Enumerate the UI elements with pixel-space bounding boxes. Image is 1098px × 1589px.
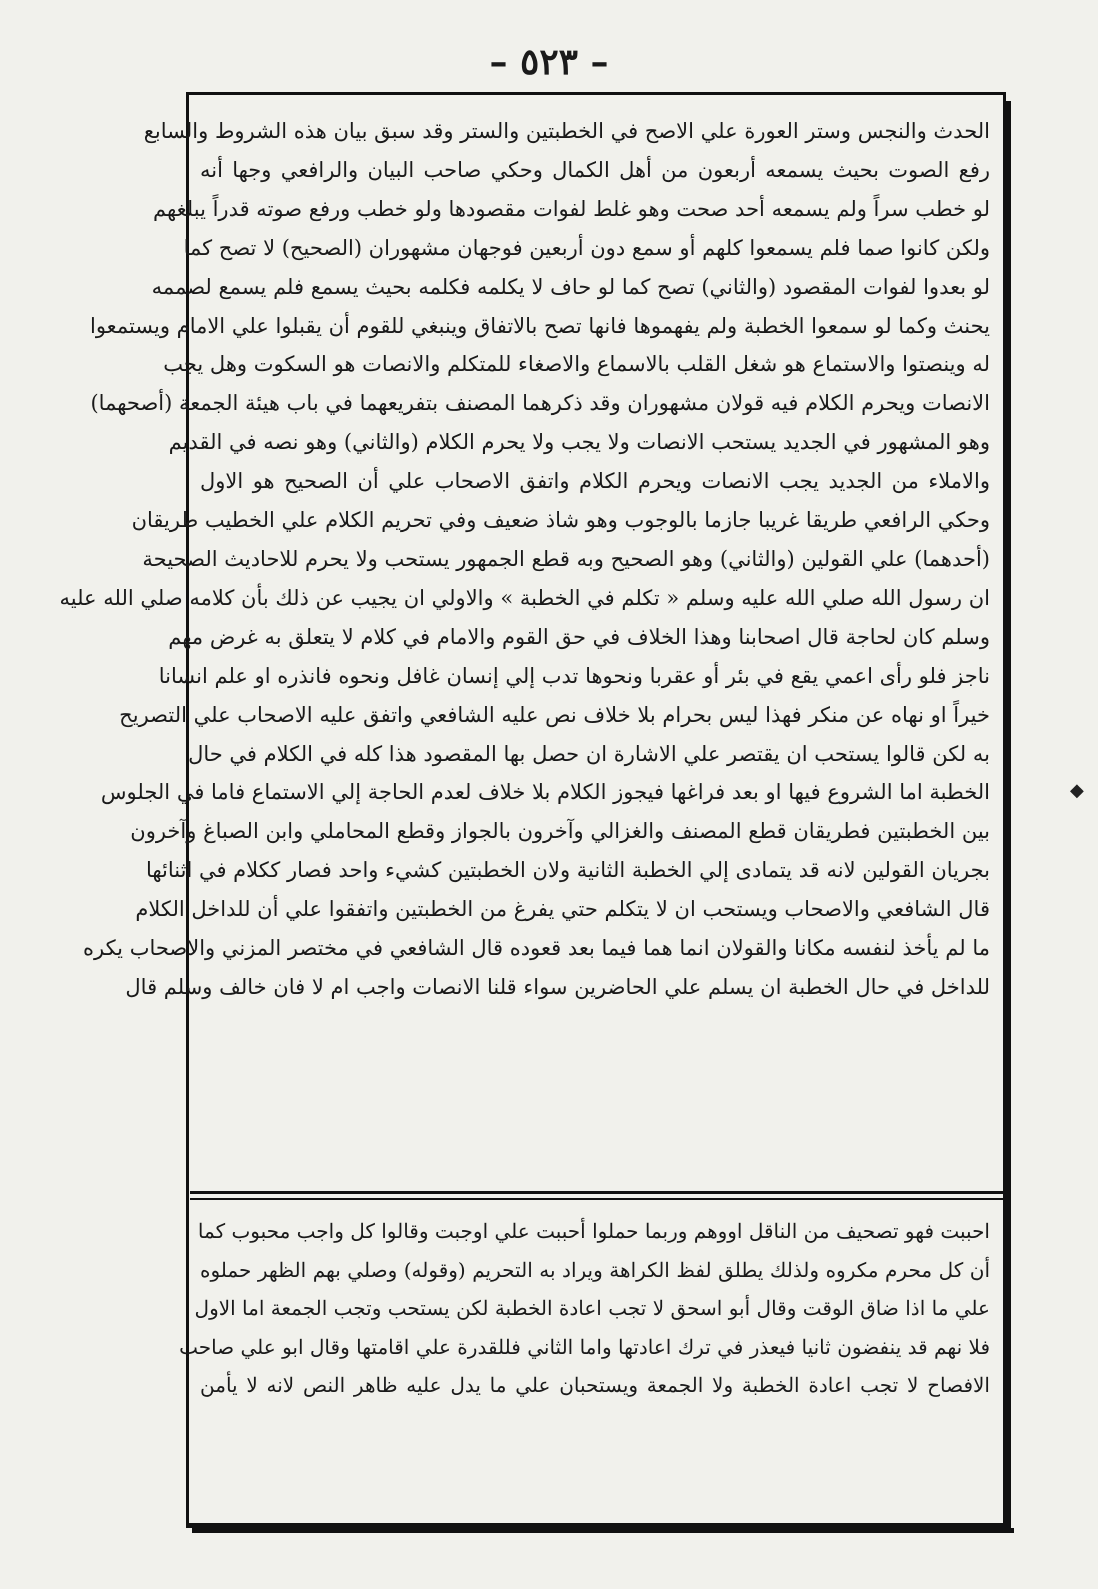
main-text <box>59 112 990 1007</box>
footnote-separator <box>190 1191 1004 1194</box>
text-line: بجريان القولين لانه قد يتمادى إلي الخطبة الثانية ولان الخطبتين كشيء واحد فصار ككلام في اثنائها <box>145 858 990 883</box>
text-line: وسلم كان لحاجة قال اصحابنا وهذا الخلاف في حق القوم والامام في كلام لا يتعلق به غرض مهم <box>168 624 990 649</box>
footnote-line: فلا نهم قد ينفضون ثانيا فيعذر في ترك اعادتها واما الثاني فللقدرة علي اقامتها وقال ابو علي صاحب <box>179 1334 990 1359</box>
text-line: لو خطب سراً ولم يسمعه أحد صحت وهو غلط لفوات مقصودها ولو خطب ورفع صوته قدراً يبلغهم <box>153 196 990 221</box>
text-line: ولكن كانوا صما فلم يسمعوا كلهم أو سمع دون أربعين فوجهان مشهوران (الصحيح) لا تصح كما <box>183 235 990 260</box>
text-line: له وينصتوا والاستماع هو شغل القلب بالاسماع والاصغاء للمتكلم والانصات هو السكوت وهل يجب <box>163 352 990 377</box>
footnote-separator-thin <box>190 1198 1004 1200</box>
margin-mark: ◆ <box>1070 780 1084 801</box>
text-line: ان رسول الله صلي الله عليه وسلم « تكلم في الخطبة » والاولي ان يجيب عن ذلك بأن كلامه صلي الله عليه <box>59 585 990 610</box>
text-line: للداخل في حال الخطبة ان يسلم علي الحاضرين سواء قلنا الانصات واجب ام لا فان خالف وسلم قال <box>125 974 990 999</box>
footnote-line: احببت فهو تصحيف من الناقل اووهم وربما حملوا أحببت علي اوجبت وقالوا كل واجب محبوب كما <box>197 1219 990 1243</box>
text-line: لو بعدوا لفوات المقصود (والثاني) تصح كما لو حاف لا يكلمه فكلمه بحيث يسمع فلم يسمع لصممه <box>151 274 990 299</box>
text-line: يحنث وكما لو سمعوا الخطبة ولم يفهموها فانها تصح بالاتفاق وينبغي للقوم أن يقبلوا علي الامام ويستمعوا <box>90 313 990 338</box>
text-line: خيراً او نهاه عن منكر فهذا ليس بحرام بلا خلاف نص عليه الشافعي واتفق عليه الاصحاب علي التصريح <box>119 702 990 727</box>
text-line: ما لم يأخذ لنفسه مكانا والقولان انما هما فيما بعد قعوده قال الشافعي في مختصر المزني والاصحاب يكره <box>82 936 990 961</box>
text-line: ناجز فلو رأى اعمي يقع في بئر أو عقربا ونحوها تدب إلي إنسان غافل ونحوه فانذره او علم انسانا <box>158 663 990 688</box>
page-number: – ٥٢٣ – <box>489 41 609 83</box>
text-line: الانصات ويحرم الكلام فيه قولان مشهوران وقد ذكرهما المصنف بتفريعهما في باب هيئة الجمعة (أصحهما) <box>90 391 990 416</box>
footnote-text <box>179 1212 990 1405</box>
text-line: والاملاء من الجديد يجب الانصات ويحرم الكلام واتفق الاصحاب علي أن الصحيح هو الاول <box>200 469 990 494</box>
text-line: وهو المشهور في الجديد يستحب الانصات ولا يجب ولا يحرم الكلام (والثاني) وهو نصه في القديم <box>168 430 990 455</box>
footnote-line: أن كل محرم مكروه ولذلك يطلق لفظ الكراهة ويراد به التحريم (وقوله) وصلي بهم الظهر حملوه <box>200 1257 990 1282</box>
text-line: بين الخطبتين فطريقان قطع المصنف والغزالي وآخرون بالجواز وقطع المحاملي وابن الصباغ وآخرون <box>130 819 990 844</box>
frame-shadow <box>192 1528 1014 1533</box>
text-line: به لكن قالوا يستحب ان يقتصر علي الاشارة ان حصل بها المقصود هذا كله في الكلام في حال <box>188 741 990 766</box>
text-line: الحدث والنجس وستر العورة علي الاصح في الخطبتين والستر وقد سبق بيان هذه الشروط والسابع <box>143 119 990 143</box>
text-line: الخطبة اما الشروع فيها او بعد فراغها فيجوز الكلام بلا خلاف لعدم الحاجة إلي الاستماع فاما في الجلوس <box>100 780 990 805</box>
footnote-line: الافصاح لا تجب اعادة الخطبة ولا الجمعة ويستحبان علي ما يدل عليه ظاهر النص لانه لا يأمن <box>200 1373 990 1397</box>
text-line: رفع الصوت بحيث يسمعه أربعون من أهل الكمال وحكي صاحب البيان والرافعي وجها أنه <box>200 157 990 182</box>
text-line: قال الشافعي والاصحاب ويستحب ان لا يتكلم حتي يفرغ من الخطبتين واتفقوا علي أن للداخل الكلام <box>135 897 990 922</box>
text-line: وحكي الرافعي طريقا غريبا جازما بالوجوب وهو شاذ ضعيف وفي تحريم الكلام علي الخطيب طريقان <box>131 508 990 533</box>
footnote-line: علي ما اذا ضاق الوقت وقال أبو اسحق لا تجب اعادة الخطبة لكن يستحب وتجب الجمعة اما الاول <box>194 1296 990 1320</box>
text-line: (أحدهما) علي القولين (والثاني) وهو الصحيح وبه قطع الجمهور يستحب ولا يحرم للاحاديث الصحيحة <box>142 546 990 571</box>
